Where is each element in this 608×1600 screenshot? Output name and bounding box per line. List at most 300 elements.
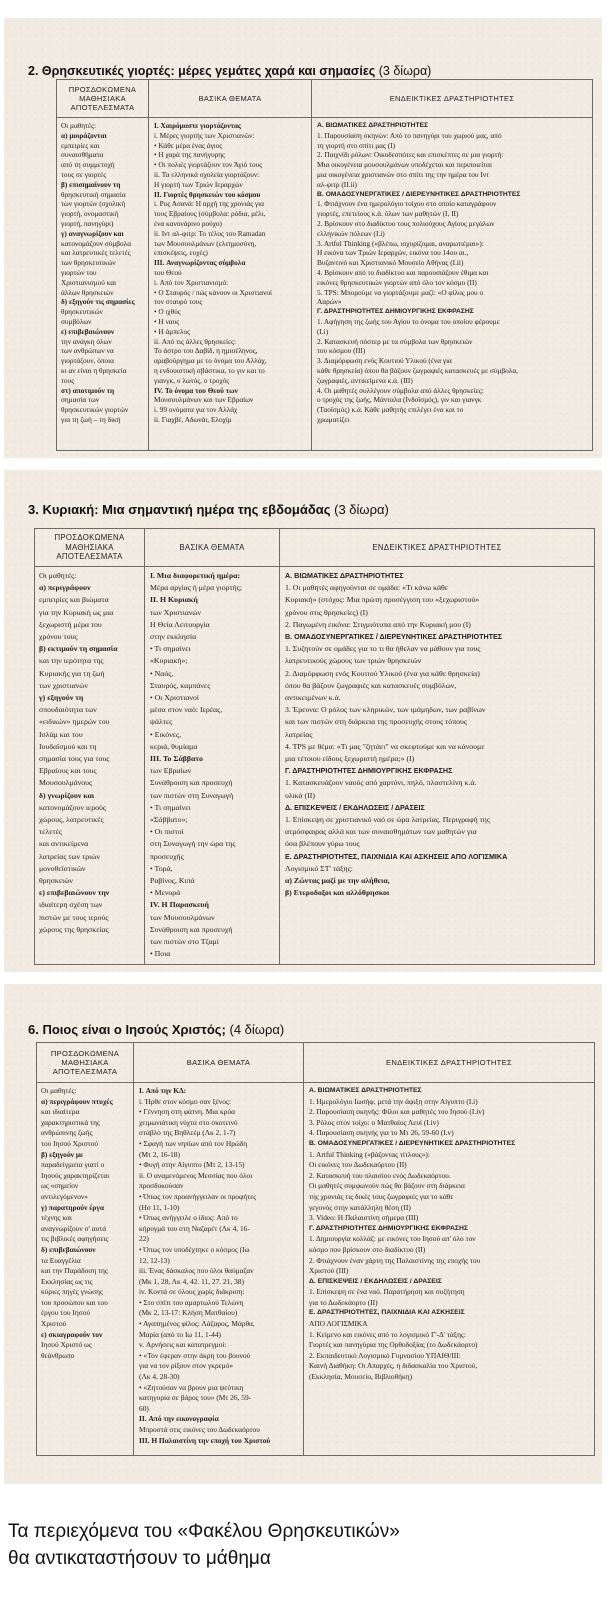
cell-line: i. Ήρθε στον κόσμο σαν ξένος: [139,1096,231,1106]
cell-line: 4. Οι μαθητές συλλέγουν σύμβολα από άλλες θρησκείες: [317,385,484,395]
cell-line: προσδοκούσαν [139,1181,184,1191]
cell-line: (Ησ 11, 1-10) [139,1202,180,1212]
cell-line: των Μουσουλμάνων [150,912,215,922]
cell-line: την ανάγκη όλων [61,336,112,346]
cell-line: Μια οικογένεια μουσουλμάνων υποδέχεται και περιποιείται [317,160,492,170]
cell-line: Α. ΒΙΩΜΑΤΙΚΕΣ ΔΡΑΣΤΗΡΙΟΤΗΤΕΣ [317,122,429,129]
cell-line: α) Ζώντας μαζί με την αλήθεια, [285,876,390,886]
cell-line: του Θεού [154,267,182,277]
cell-line: i. 99 ονόματα για τον Αλλάχ [154,405,238,415]
cell-line: β) εξηγούν με [41,1149,84,1159]
cell-line: I. Μια διαφορετική ημέρα: [150,571,241,580]
activities-cell [312,118,593,451]
cell-line: δ) εξηγούν τις σημασίες [61,297,135,307]
cell-line: 1. Ημερολόγιο Ιωσήφ, μετά την άφιξη στην Αίγυπτο (Ι.i) [309,1096,478,1106]
cell-line: ο τροχός της ζωής, Μάνταλα (Ινδοϊσμός), γιν και γιανγκ [317,395,482,405]
header-outcomes: ΠΡΟΣΔΟΚΩΜΕΝΑ ΜΑΘΗΣΙΑΚΑ ΑΠΟΤΕΛΕΣΜΑΤΑ [57,80,149,118]
cell-line: • Η ναυς [154,316,180,326]
cell-line: 1. Επίσκεψη σε ένα ναό. Παρατήρηση και συζήτηση [309,1287,465,1297]
cell-line: β) εκτιμούν τη σημασία [39,644,118,654]
cell-line: «Σάββατο»; [150,815,188,825]
header-themes: ΒΑΣΙΚΑ ΘΕΜΑΤΑ [149,80,312,118]
cell-line: ε) σκιαγραφούν τον [41,1329,103,1339]
cell-line: συναισθήματα [61,150,104,160]
cell-line: • Όπως τον προανήγγειλαν οι προφήτες [139,1191,257,1201]
cell-line: τους [61,375,75,385]
activities-cell [280,567,595,965]
cell-line: • Κάθε μέρα ένας άγιος [154,140,223,150]
cell-line: των χριστιανών [39,680,88,690]
cell-line: Χριστού (ΙΙΙ) [309,1266,349,1276]
cell-line: Γ. ΔΡΑΣΤΗΡΙΟΤΗΤΕΣ ΔΗΜΙΟΥΡΓΙΚΗΣ ΕΚΦΡΑΣΗΣ [285,767,453,776]
cell-line: 1. Οι μαθητές αφηγούνται σε ομάδα: «Τι κάνω κάθε [285,583,449,593]
cell-line: Κυριακής για τη ζωή [39,668,105,678]
cell-line: χειμωνιάτικη νύχτα στο σκοτεινό [139,1117,238,1127]
cell-line: του προσώπου και του [41,1297,108,1307]
cell-line: και των πιστών στη διάρκεια της προσευχής στους τόπους [285,717,467,727]
cell-line: β) επισημαίνουν τη [61,179,121,189]
cell-line: III. Το Σάββατο [150,754,203,764]
cell-line: παραδείγματα γιατί ο [41,1160,105,1170]
cell-line: Βυζαντινό και Χριστιανικό Μουσείο Αθήνας (Ι.ii) [317,258,464,268]
cell-line: μια οικογένεια χριστιανών στο σπίτι της την ημέρα του Ιντ [317,169,490,179]
cell-line: τους σε γιορτές [61,169,107,179]
cell-line: 2. Κατασκευή του πλαισίου ενός Δωδεκαόρτου. [309,1170,451,1180]
cell-line: • «Ζητούσαν να βρουν μια ψεύτικη [139,1382,244,1392]
cell-line: Β. ΟΜΑΔΟΣΥΝΕΡΓΑΤΙΚΕΣ / ΔΙΕΡΕΥΝΗΤΙΚΕΣ ΔΡΑΣΤΗΡΙΟΤΗΤΕΣ [309,1139,516,1147]
cell-line: i. Από τον Χριστιανισμό: [154,277,229,287]
curriculum-table [36,1042,595,1456]
header-outcomes: ΠΡΟΣΔΟΚΩΜΕΝΑ ΜΑΘΗΣΙΑΚΑ ΑΠΟΤΕΛΕΣΜΑΤΑ [37,1043,134,1083]
cell-line: κάθε θρησκεία) όπου θα βάζουν ζωγραφιές κατασκευές με σύμβολα, [317,365,518,375]
cell-line: σπουδαιότητα των [39,705,97,715]
cell-line: και την ιερότητα της [39,656,104,666]
cell-line: των πιστών στη Συναγωγή [150,790,234,800]
cell-line: α) περιγράφουν [39,583,91,593]
cell-line: I. Χαιρόμαστε γιορτάζοντας [154,121,241,130]
cell-line: γ) εξηγούν τη [39,693,84,703]
cell-line: γ) παρατηρούν έργα [41,1202,104,1212]
cell-line: και την Παράδοση της [41,1266,108,1276]
cell-line: • Σφαγή των νηπίων από τον Ηρώδη [139,1138,248,1148]
cell-line: της χρονιάς τις δικές τους ζωγραφιές για το κάθε [309,1191,454,1201]
cell-line: • Οι πιστοί [150,827,184,837]
cell-line: ζωγραφιές, αντικείμενα κ.ά. (ΙΙΙ) [317,375,413,385]
cell-line: Μέρα αργίας ή μέρα γιορτής; [150,583,242,593]
cell-line: ένα κανονάρινο ρούχο) [154,218,222,228]
cell-line: III. Αναγνωρίζοντας σύμβολα [154,258,246,268]
cell-line: ε) επιβεβαιώνουν την [39,888,110,898]
cell-line: στάβλο της Βηθλεέμ (Λκ 2, 1-7) [139,1128,236,1138]
unit-title: 3. Κυριακή: Μια σημαντική ημέρα της εβδομάδας (3 δίωρα) [28,502,389,517]
cell-line: • Ναός, [150,668,174,678]
cell-line: λατρείας [285,729,313,739]
cell-line: κατονομάζουν ιερούς [39,802,106,812]
cell-line: Γιορτές και πανηγύρια της Ορθοδοξίας (το Δωδεκάορτο) [309,1340,478,1350]
cell-line: από τη συμμετοχή [61,160,115,170]
cell-line: στην εκκλησία [150,632,197,642]
cell-line: γιορτών του [61,267,97,277]
activities-cell [304,1083,595,1456]
cell-line: Οι εικόνες του Δωδεκαόρτου (ΙΙ) [309,1160,407,1170]
cell-line: • Η άμπελος [154,326,191,336]
cell-line: 1. Φτιάχνουν ένα ημερολόγιο τοίχου στο οποίο καταγράφουν [317,199,497,209]
cell-line: 2. Διαμόρφωση ενός Κουτιού Υλικού (ένα για κάθε θρησκεία) [285,668,480,678]
cell-line: ΑΠΟ ΛΟΓΙΣΜΙΚΑ [309,1319,368,1329]
cell-line: των γιορτών (σχολική [61,199,126,209]
themes-cell [134,1083,304,1456]
cell-line: κήρυγμά του στη Ναζαρέτ (Λκ 4, 16- [139,1223,250,1233]
unit-title: 2. Θρησκευτικές γιορτές: μέρες γεμάτες χαρά και σημασίες (3 δίωρα) [28,64,432,78]
cell-line: χρόνου στις θρησκείες) (Ι) [285,607,368,617]
cell-line: α) περιγράφουν πτυχές [41,1096,113,1106]
cell-line: τους Εβραίους (σύμβολα: ρόδια, μέλι, [154,209,266,219]
cell-line: χώρους, λατρευτικές [39,815,104,825]
outcomes-cell [37,1083,134,1456]
cell-line: Α. ΒΙΩΜΑΤΙΚΕΣ ΔΡΑΣΤΗΡΙΟΤΗΤΕΣ [309,1087,422,1094]
cell-line: τέχνης και [41,1213,72,1223]
cell-line: για το Δωδεκάορτο (ΙΙ) [309,1297,378,1307]
outcomes-cell [57,118,149,451]
cell-line: θρησκευτική σημασία [61,189,126,199]
cell-line: θρησκευτικών [61,307,103,317]
cell-line: των Χριστιανών [150,607,202,617]
cell-line: • Εικόνες, [150,729,182,739]
cell-line: σημασία των [61,395,100,405]
cell-line: (Λκ 4, 28-30) [139,1372,180,1382]
cell-line: θρησκειών [39,876,73,886]
cell-line: Ε. ΔΡΑΣΤΗΡΙΟΤΗΤΕΣ, ΠΑΙΧΝΙΔΙΑ ΚΑΙ ΑΣΚΗΣΕΙΣ [309,1309,465,1317]
cell-line: ii. Τα ελληνικά σχολεία γιορτάζουν: [154,169,260,179]
cell-line: • «Τον έφεραν στην άκρη του βουνού [139,1350,251,1360]
cell-line: όπου θα βάζουν ζωγραφιές και κατασκευές συμβόλων, [285,680,457,690]
cell-line: Β. ΟΜΑΔΟΣΥΝΕΡΓΑΤΙΚΕΣ / ΔΙΕΡΕΥΝΗΤΙΚΕΣ ΔΡΑΣΤΗΡΙΟΤΗΤΕΣ [317,190,521,198]
cell-line: ελληνικών πόλεων (Ι.i) [317,228,385,238]
cell-line: β) Ετεροδοξοι και αλλόθρησκοι [285,888,390,898]
cell-line: Η γιορτή των Τριών Ιεραρχών [154,179,243,189]
cell-line: III. Η Παλαιστίνη την εποχή του Χριστού [139,1435,271,1445]
cell-line: τις βιβλικές αφηγήσεις [41,1234,109,1244]
cell-line: 2. Παιχνίδι ρόλων: Οικοδεσπότες και επισκέπτες σε μια γιορτή: [317,150,504,160]
cell-line: 4. TPS με θέμα: «Τι μας "ζητάει" να σκεφτούμε και να κάνουμε [285,741,485,751]
cell-line: (Μκ 2, 13-17: Κλήση Ματθαίου) [139,1308,238,1318]
cell-line: 12, 12-13) [139,1255,170,1265]
cell-line: εμπειρίες και βιώματα [39,595,109,605]
cell-line: 1. Κατασκευάζουν ναούς από χαρτόνι, πηλό, πλαστελίνη κ.ά. [285,778,477,788]
cell-line: γεγονός στην κατάλληλη θέση (ΙΙ) [309,1202,411,1212]
cell-line: χρόνου τους [39,632,78,642]
cell-line: για να τον ρίξουν στον γκρεμό» [139,1361,234,1371]
cell-line: Ιησούς χαρακτηρίζεται [41,1170,110,1180]
cell-line: 2. Παρουσίαση σκηνής: Φίλοι και μαθητές του Ιησού (Ι.iv) [309,1107,485,1117]
cell-line: • Ο ιχθύς [154,307,181,317]
cell-line: των Εβραίων [150,766,192,776]
cell-line: Η εικόνα των Τριών Ιεραρχών, εικόνα του 14ου αι., [317,248,469,258]
cell-line: δ) γνωρίζουν και [39,790,95,800]
cell-line: 2. Φτιάχνουν έναν χάρτη της Παλαιστίνης της εποχής του [309,1255,481,1265]
outcomes-cell [35,567,145,965]
cell-line: μια τέτοιου είδους ξεχωριστή ημέρα;» (Ι) [285,754,415,764]
header-activities: ΕΝΔΕΙΚΤΙΚΕΣ ΔΡΑΣΤΗΡΙΟΤΗΤΕΣ [312,80,593,118]
cell-line: άλλων θρησκειών [61,287,114,297]
cell-line: αντιλεγόμενον» [41,1191,88,1201]
cell-line: 1. Παρουσίαση σκηνών: Από το πανηγύρι του χωριού μας, από [317,130,502,140]
document-page-festivals [4,18,602,458]
cell-line: II. Η Κυριακή [150,595,198,605]
cell-line: Εκκλησίας ως τις [41,1276,93,1286]
cell-line: Β. ΟΜΑΔΟΣΥΝΕΡΓΑΤΙΚΕΣ / ΔΙΕΡΕΥΝΗΤΙΚΕΣ ΔΡΑΣΤΗΡΙΟΤΗΤΕΣ [285,633,503,642]
unit-title: 6. Ποιος είναι ο Ιησούς Χριστός; (4 δίωρα) [28,1022,285,1037]
header-themes: ΒΑΣΙΚΑ ΘΕΜΑΤΑ [134,1043,304,1083]
cell-line: θεάνθρωπο [41,1350,75,1360]
cell-line: iii. Ένας δάσκαλος που όλοι θαύμαζαν [139,1266,254,1276]
cell-line: του Ιησού Χριστού [41,1138,99,1148]
cell-line: σημασία τους για τους [39,754,110,764]
cell-line: 4. Παρουσίαση σκηνής για το Μτ 26, 59-60 (Ι.v) [309,1128,454,1138]
cell-line: επισκέψεις, ευχές) [154,248,208,258]
themes-cell [145,567,280,965]
cell-line: ψάλτες [150,717,173,727]
cell-line: και λατρευτικές τελετές [61,248,131,258]
cell-line: λατρευτικούς χώρους των τριών θρησκειών [285,656,422,666]
cell-line: • Τι σημαίνει [150,802,191,812]
cell-line: για την Κυριακή ως μια [39,607,114,617]
cell-line: κατονομάζουν σύμβολα [61,238,132,248]
curriculum-table [56,79,593,451]
cell-line: τελετές [39,827,62,837]
cell-line: (Εκκλησία, Μουσείο, Βιβλιοθήκη) [309,1372,413,1382]
cell-line: ii. Ιντ αλ-φιτρ: Το τέλος του Ramadan [154,228,266,238]
cell-line: Λογισμικό ΣΤ' τάξης: [285,863,353,873]
cell-line: όσα βλέπουν γύρω τους [285,839,360,849]
cell-line: • Ποια [150,949,171,959]
cell-line: 22) [139,1234,149,1244]
cell-line: 1. Συζητούν σε ομάδες για το τι θα ήθελαν να μάθουν για τους [285,644,481,654]
cell-line: αναγνωρίζουν σ' αυτά [41,1223,107,1233]
header-themes: ΒΑΣΙΚΑ ΘΕΜΑΤΑ [145,529,280,567]
cell-line: I. Από την ΚΔ: [139,1086,187,1095]
cell-line: Συνάθροιση και προσευχή [150,778,233,788]
cell-line: Οι μαθητές συμφωνούν πώς θα βάζουν στη διάρκεια [309,1181,465,1191]
cell-line: Κυριακή» (στόχος: Μια πρώτη προσέγγιση του «ξεχωριστού» [285,595,480,605]
cell-line: • Ο Σταυρός / πώς κάνουν οι Χριστιανοί [154,287,273,297]
cell-line: μονοθεϊστικών [39,863,86,873]
cell-line: συμβόλων [61,316,92,326]
cell-line: έργου του Ιησού [41,1308,91,1318]
cell-line: 5. TPS: Μπορούμε να γιορτάζουμε μαζί: «Ο φίλος μου ο [317,287,484,297]
header-activities: ΕΝΔΕΙΚΤΙΚΕΣ ΔΡΑΣΤΗΡΙΟΤΗΤΕΣ [280,529,595,567]
cell-line: v. Αρνήσεις και κατατρεγμοί: [139,1340,227,1350]
cell-line: «Κυριακή»; [150,656,188,666]
cell-line: 3. Διαμόρφωση ενός Κουτιού Υλικού (ένα για [317,356,452,366]
cell-line: χρωματίζει [317,414,350,424]
cell-line: 2. Εκπαιδευτικό Λογισμικό Γυμνασίου ΥΠΑΙΘ/ΙΙΙ: [309,1350,461,1360]
cell-line: 2. Κατασκευή πόστερ με τα σύμβολα των θρησκειών [317,336,473,346]
cell-line: • Γέννηση στη φάτνη. Μια κρύα [139,1107,235,1117]
cell-line: του κόσμου (ΙΙΙ) [317,346,366,356]
cell-line: (Ταοϊσμός) κ.ά. Κάθε μαθητής επιλέγει ένα και το [317,405,464,415]
cell-line: 60) [139,1403,149,1413]
cell-line: γιορτές, επετείους κ.ά. όλων των μαθητών (Ι, ΙΙ) [317,209,459,219]
themes-cell [149,118,312,451]
cell-line: 1. Δημιουργία κολλάζ: με εικόνες του Ιησού απ' όλο τον [309,1234,476,1244]
cell-line: Οι μαθητές: [41,1086,77,1095]
cell-line: 3. Artful Thinking («βλέπω, ισχυρίζομαι, αναρωτιέμαι»): [317,238,484,248]
cell-line: ατμόσφαιρας αλλά και των συναισθημάτων των μαθητών για [285,827,477,837]
cell-line: ii. Ο αναμενόμενος Μεσσίας που όλοι [139,1170,253,1180]
document-page-jesus [4,984,602,1484]
cell-line: αντικειμένων κ.ά. [285,693,341,703]
cell-line: Η Θεία Λειτουργία [150,619,210,629]
cell-line: 3. Έρευνα: Ο ρόλος των κληρικών, των ιμάμηδων, των ραβίνων [285,705,486,715]
cell-line: αραβούργημα με το όνομα του Αλλάχ, [154,356,267,366]
cell-line: Α. ΒΙΩΜΑΤΙΚΕΣ ΔΡΑΣΤΗΡΙΟΤΗΤΕΣ [285,572,404,580]
cell-line: • Φυγή στην Αίγυπτο (Μτ 2, 13-15) [139,1160,245,1170]
cell-line: ξεχωριστή μέρα του [39,619,102,629]
cell-line: 1. Αφήγηση της ζωής του Αγίου το όνομα του οποίου φέρουμε [317,316,500,326]
cell-line: Δ. ΕΠΙΣΚΕΨΕΙΣ / ΕΚΔΗΛΩΣΕΙΣ / ΔΡΑΣΕΙΣ [285,803,425,812]
cell-line: Ααρών» [317,297,342,307]
cell-line: • Αγαπημένος φίλος: Λάζαρος, Μάρθα, [139,1319,255,1329]
cell-line: Ιουδαϊσμού και τη [39,741,97,751]
cell-line: • Οι Χριστιανοί [150,693,200,703]
cell-line: II. Από την εικονογραφία [139,1414,219,1424]
caption [8,1518,604,1572]
cell-line: ιδιαίτερη σχέση των [39,900,103,910]
cell-line: ii. Από τις άλλες θρησκείες: [154,336,236,346]
cell-line: Ισλάμ και του [39,729,83,739]
cell-line: • Όπως τον υποδέχτηκε ο κόσμος (Ιω [139,1244,250,1254]
header-outcomes: ΠΡΟΣΔΟΚΩΜΕΝΑ ΜΑΘΗΣΙΑΚΑ ΑΠΟΤΕΛΕΣΜΑΤΑ [35,529,145,567]
cell-line: μέσα στον ναό: Ιερέας, [150,705,223,715]
cell-line: • Η χαρά της πανήγυρης [154,150,225,160]
cell-line: iv. Κοντά σε όλους χωρίς διάκριση: [139,1287,245,1297]
cell-line: Καινή Διαθήκη: Οι Απαρχές, η διδασκαλία του Χριστού, [309,1361,478,1371]
cell-line: στ) αποτιμούν τη [61,385,115,395]
cell-line: στη Συναγωγή την ώρα της [150,839,236,849]
cell-line: (Ι.i) [317,326,329,336]
cell-line: κι αν είναι η θρησκεία [61,365,127,375]
cell-line: εικόνες θρησκευτικών γιορτών από όλο τον κόσμο (ΙΙ) [317,277,477,287]
cell-line: Σταυρός, καμπάνες [150,680,211,690]
cell-line: 1. Επίσκεψη σε χριστιανικό ναό σε ώρα λατρείας. Περιγραφή της [285,815,490,825]
cell-line: II. Γιορτές θρησκειών του κόσμου [154,189,261,199]
cell-line: Γ. ΔΡΑΣΤΗΡΙΟΤΗΤΕΣ ΔΗΜΙΟΥΡΓΙΚΗΣ ΕΚΦΡΑΣΗΣ [317,308,474,316]
cell-line: • Στο σπίτι του αμαρτωλού Τελώνη [139,1297,244,1307]
cell-line: 3. Video: Η Παλαιστίνη σήμερα (ΙΙΙ) [309,1213,419,1223]
cell-line: α) μοιράζονται [61,130,107,140]
cell-line: χαρακτηριστικά της [41,1117,100,1127]
cell-line: γιορτή, πανηγύρι) [61,218,114,228]
cell-line: γ) αναγνωρίζουν και [61,228,124,238]
cell-line: γιορτή, ονομαστική [61,209,119,219]
cell-line: Μουσουλμάνων και των Εβραίων [154,395,254,405]
cell-line: Μαρία (από το Ιω 11, 1-44) [139,1329,221,1339]
cell-line: • Μενορά [150,888,181,898]
cell-line: Ραβίνος, Κιπά [150,876,195,886]
cell-line: 1. Artful Thinking («βάζοντας τίτλους»): [309,1149,430,1159]
cell-line: Συνάθροιση και προσευχή [150,924,233,934]
cell-line: 2. Βρίσκουν στο διαδίκτυο τους πολιούχους Αγίους μεγάλων [317,218,495,228]
cell-line: δ) επιβεβαιώνουν [41,1244,96,1254]
cell-line: γιανγκ, ο λωτός, ο τροχός [154,375,230,385]
cell-line: των ανθρώπων να [61,346,114,356]
cell-line: κατηγορία σε βάρος του» (Μτ 26, 59- [139,1393,252,1403]
cell-line: Γ. ΔΡΑΣΤΗΡΙΟΤΗΤΕΣ ΔΗΜΙΟΥΡΓΙΚΗΣ ΕΚΦΡΑΣΗΣ [309,1224,468,1232]
document-page-sunday [4,470,602,972]
cell-line: και ιδιαίτερα [41,1107,80,1117]
cell-line: τη γιορτή στο σπίτι μας (Ι) [317,140,395,150]
cell-line: πιστών με τους ιερούς [39,912,109,922]
caption-line-2: θα αντικαταστήσουν το μάθημα [8,1548,271,1569]
cell-line: ii. Γιαχβέ, Αδωνάι, Ελοχίμ [154,414,232,424]
cell-line: Το άστρο του Δαβίδ, η ημισέληνος, [154,346,258,356]
cell-line: «ειδικών» ημερών του [39,717,110,727]
cell-line: 2. Παγωμένη εικόνα: Στιγμιότυπα από την Κυριακή μου (Ι) [285,619,471,629]
cell-line: για τη ζωή – τη δική [61,414,121,424]
caption-line-1: Τα περιεχόμενα του «Φακέλου Θρησκευτικών» [8,1521,400,1542]
cell-line: αλ-φιτρ (ΙΙ.ii) [317,179,357,189]
cell-line: ανθρώπινης ζωής [41,1128,93,1138]
cell-line: ε) επιβεβαιώνουν [61,326,115,336]
cell-line: των θρησκευτικών [61,258,116,268]
cell-line: η ενδουιστική σβάστικα, το γιν και το [154,365,265,375]
cell-line: Χριστιανισμού και [61,277,117,287]
cell-line: • Τι σημαίνει [150,644,191,654]
cell-line: των Μουσουλμάνων (ελεημοσύνη, [154,238,257,248]
cell-line: 1. Κείμενο και εικόνες από το λογισμικό Γ'-Δ' τάξης: [309,1329,466,1339]
cell-line: λατρείας των τριών [39,851,100,861]
cell-line: Χριστού [41,1319,67,1329]
cell-line: Ιησού Χριστό ως [41,1340,92,1350]
cell-line: IV. Η Παρασκευή [150,900,209,910]
cell-line: και αντικείμενα [39,839,89,849]
cell-line: εμπειρίες και [61,140,100,150]
cell-line: θρησκευτικών γιορτών [61,405,129,415]
cell-line: Μπροστά στις εικόνες του Δωδεκαόρτου [139,1425,260,1434]
cell-line: 3. Ρόλος στον τοίχο: ο Ματθαίος Λευί (Ι.iv) [309,1117,439,1127]
cell-line: Οι μαθητές: [61,121,97,130]
cell-line: τον σταυρό τους [154,297,203,307]
cell-line: κόσμο που βρίσκουν στο διαδίκτυο (ΙΙ) [309,1244,426,1254]
cell-line: κύριες πηγές γνώσης [41,1287,103,1297]
cell-line: γιορτάζουν, όποια [61,356,114,366]
cell-line: • Οι πολιές γιορτάζουν τον Άγιό τους [154,160,263,170]
cell-line: Ε. ΔΡΑΣΤΗΡΙΟΤΗΤΕΣ, ΠΑΙΧΝΙΔΙΑ ΚΑΙ ΑΣΚΗΣΕΙΣ ΑΠΟ ΛΟΓΙΣΜΙΚΑ [285,852,508,861]
cell-line: προσευχής [150,851,184,861]
cell-line: Μουσουλμάνους [39,778,93,788]
cell-line: Εβραίους και τους [39,766,97,776]
cell-line: • Όπως ανήγγειλε ο ίδιος: Από το [139,1213,238,1223]
cell-line: • Τορά, [150,863,173,873]
cell-line: Δ. ΕΠΙΣΚΕΨΕΙΣ / ΕΚΔΗΛΩΣΕΙΣ / ΔΡΑΣΕΙΣ [309,1277,442,1285]
cell-line: 4. Βρίσκουν από το διαδίκτυο και παρουσιάζουν έθιμα και [317,267,489,277]
header-activities: ΕΝΔΕΙΚΤΙΚΕΣ ΔΡΑΣΤΗΡΙΟΤΗΤΕΣ [304,1043,595,1083]
cell-line: ως «σημείον [41,1181,79,1191]
cell-line: χώρους της θρησκείας [39,924,109,934]
cell-line: των πιστών στο Τζαμί [150,937,219,947]
cell-line: τα Ευαγγέλια [41,1255,81,1265]
curriculum-table [34,528,595,965]
cell-line: κεριά, θυμίαμα [150,741,198,751]
cell-line: i. Μέρες γιορτής των Χριστιανών: [154,130,255,140]
cell-line: IV. Το όνομα του Θεού των [154,385,238,395]
cell-line: υλικά (ΙΙ) [285,790,315,800]
cell-line: (Μτ 2, 16-18) [139,1149,180,1159]
cell-line: (Μκ 1, 28, Λκ 4, 42. 11, 27. 21, 38) [139,1276,244,1286]
cell-line: Οι μαθητές: [39,571,77,580]
cell-line: i. Ρος Ασανά: Η αρχή της χρονιάς για [154,199,264,209]
